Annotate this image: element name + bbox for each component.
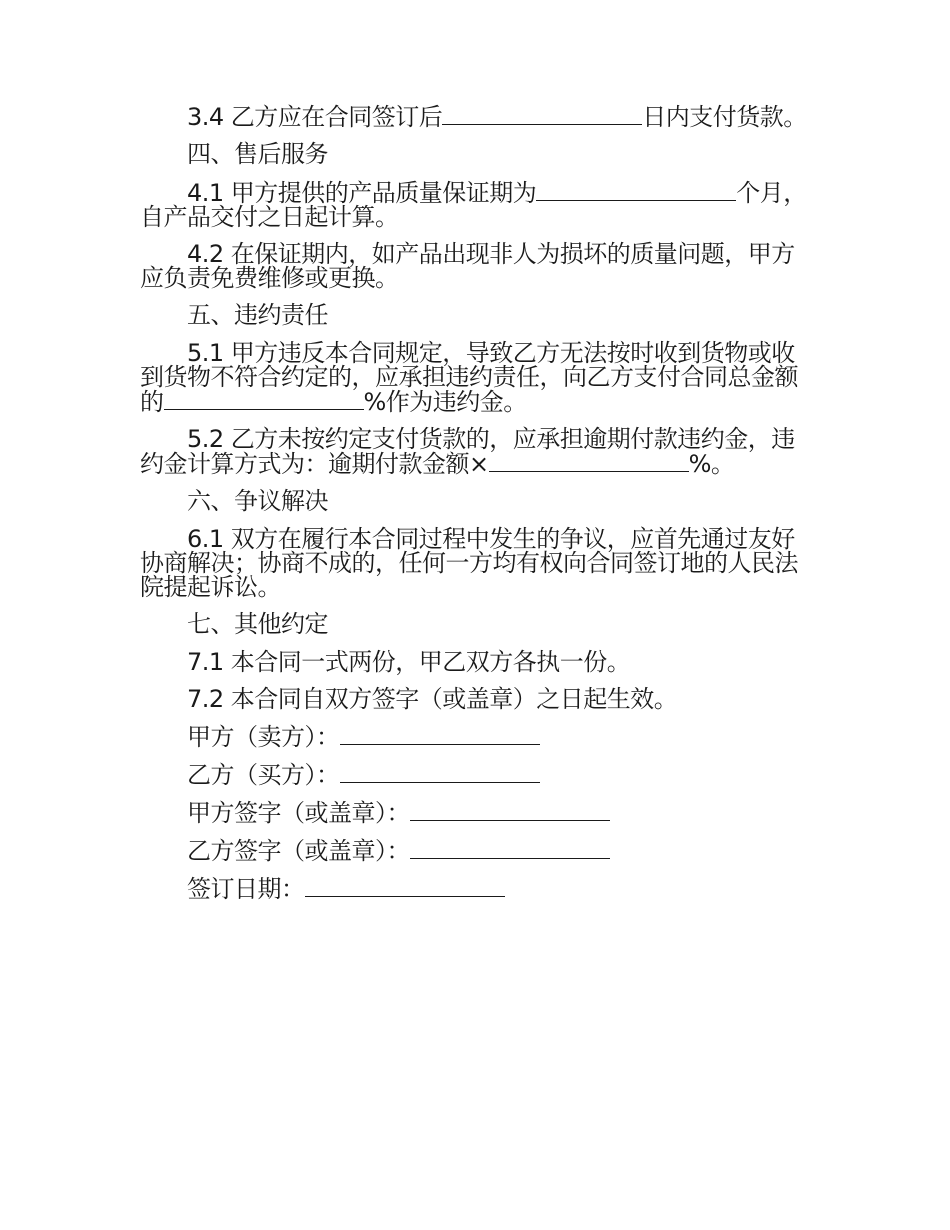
sign-date-line: [187, 876, 812, 901]
heading-liability: 五、违约责任: [187, 301, 328, 329]
clause-5-2-prefix: 5.2 乙方未按约定支付货款的，应承担逾期付款违约金，违约金计算方式为：逾期付款金额×: [140, 425, 795, 478]
clause-5-1-prefix: 5.1 甲方违反本合同规定，导致乙方无法按时收到货物或收到货物不符合约定的，应承担违约责任，向乙方支付合同总金额的: [140, 339, 798, 416]
clause-7-1: 7.1 本合同一式两份，甲乙双方各执一份。: [187, 648, 631, 676]
warranty-months-blank[interactable]: [536, 180, 736, 201]
clause-3-4: [140, 104, 812, 129]
party-a-blank[interactable]: [340, 724, 540, 745]
clause-5-2: [140, 427, 812, 476]
party-a-label: 甲方（卖方）：: [187, 723, 340, 751]
penalty-percent-blank[interactable]: [164, 389, 364, 410]
clause-4-1-prefix: 4.1 甲方提供的产品质量保证期为: [187, 179, 537, 207]
clause-6-1: 6.1 双方在履行本合同过程中发生的争议，应首先通过友好协商解决；协商不成的，任何一方均有权向合同签订地的人民法院提起诉讼。: [140, 525, 798, 601]
party-a-sign-label: 甲方签字（或盖章）：: [187, 799, 410, 827]
late-fee-percent-blank[interactable]: [489, 451, 689, 472]
party-b-line: [187, 762, 812, 787]
payment-days-blank[interactable]: [442, 104, 642, 125]
clause-4-2: 4.2 在保证期内，如产品出现非人为损坏的质量问题，甲方应负责免费维修或更换。: [140, 240, 795, 292]
sign-date-blank[interactable]: [305, 876, 505, 897]
clause-4-1-suffix: 个月，自产品交付之日起计算。: [140, 179, 807, 231]
clause-3-4-prefix: 3.4 乙方应在合同签订后: [187, 103, 443, 131]
clause-5-1: [140, 341, 812, 414]
heading-other: 七、其他约定: [187, 610, 328, 638]
party-b-sign-line: [187, 838, 812, 863]
clause-4-1: [140, 180, 812, 229]
clause-5-1-suffix: %作为违约金。: [363, 388, 527, 416]
party-a-sign-blank[interactable]: [410, 800, 610, 821]
heading-after-sales: 四、售后服务: [187, 140, 328, 168]
contract-page: [140, 104, 812, 914]
party-a-line: [187, 724, 812, 749]
party-a-sign-line: [187, 800, 812, 825]
clause-7-2: 7.2 本合同自双方签字（或盖章）之日起生效。: [187, 685, 678, 713]
clause-5-2-suffix: %。: [688, 450, 735, 478]
party-b-sign-label: 乙方签字（或盖章）：: [187, 837, 410, 865]
party-b-sign-blank[interactable]: [410, 838, 610, 859]
party-b-blank[interactable]: [340, 762, 540, 783]
clause-3-4-suffix: 日内支付货款。: [642, 103, 807, 131]
heading-dispute: 六、争议解决: [187, 487, 328, 515]
party-b-label: 乙方（买方）：: [187, 761, 340, 789]
sign-date-label: 签订日期：: [187, 875, 305, 903]
